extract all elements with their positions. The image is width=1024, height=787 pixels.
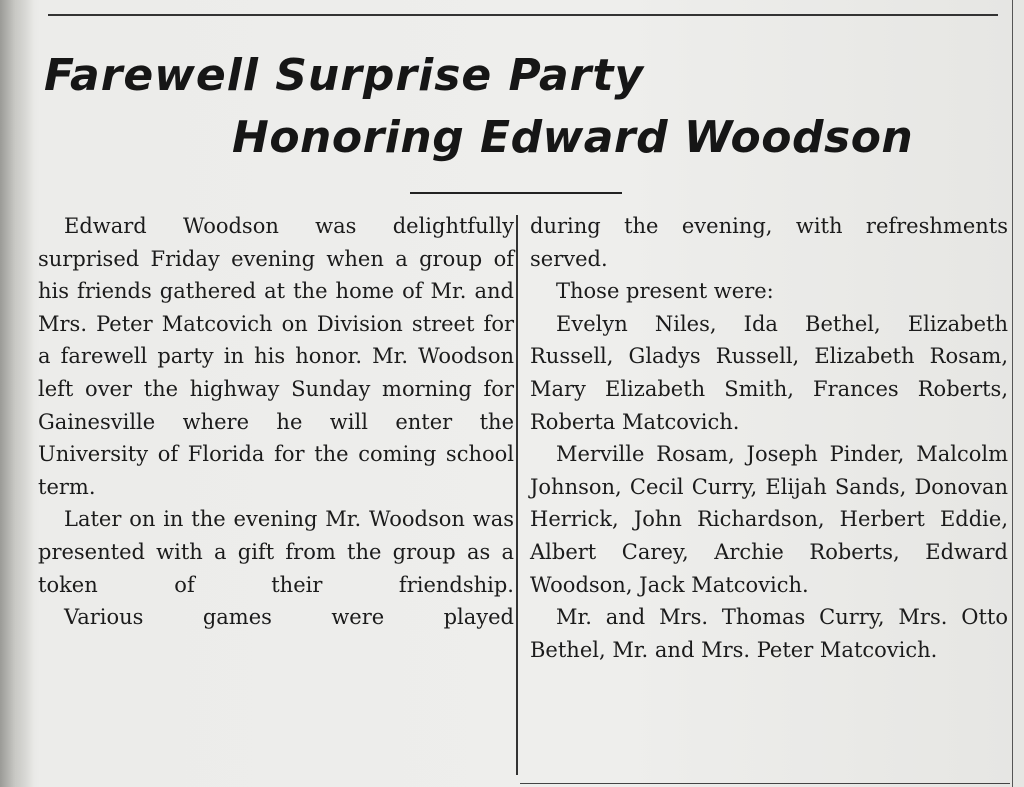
article-paragraph: Later on in the evening Mr. Woodson was presented with a gift from the group as a token of their friendship. — [38, 507, 514, 597]
article-paragraph: during the evening, with refreshments served. — [530, 214, 1008, 271]
bottom-rule — [520, 783, 1010, 784]
headline-line-1: Farewell Surprise Party — [44, 50, 645, 101]
top-rule — [48, 14, 998, 16]
attendees-list-girls: Evelyn Niles, Ida Bethel, Elizabeth Russell, Gladys Russell, Elizabeth Rosam, Mary Elizabeth Smith, Frances Roberts, Roberta Matcovich. — [530, 311, 1008, 434]
article-paragraph: Various games were played — [64, 605, 514, 630]
attendees-heading: Those present were: — [556, 279, 774, 304]
headline-line-2: Honoring Edward Woodson — [232, 112, 914, 163]
attendees-list-adults: Mr. and Mrs. Thomas Curry, Mrs. Otto Bethel, Mr. and Mrs. Peter Matcovich. — [530, 605, 1008, 662]
column-divider — [516, 215, 518, 775]
headline-rule — [410, 192, 622, 194]
page-edge-shadow — [0, 0, 34, 787]
right-column — [530, 210, 1008, 666]
right-rule — [1012, 0, 1013, 787]
left-column — [38, 210, 514, 634]
attendees-list-boys: Merville Rosam, Joseph Pinder, Malcolm Johnson, Cecil Curry, Elijah Sands, Donovan Herrick, John Richardson, Herbert Eddie, Albert Carey, Archie Roberts, Edward Woodson, Jack Matcovich. — [530, 442, 1008, 597]
article-paragraph: Edward Woodson was delightfully surprised Friday evening when a group of his friends gathered at the home of Mr. and Mrs. Peter Matcovich on Division street for a farewell party in his honor. Mr. Woodson left over the highway Sunday morning for Gainesville where he will enter the University of Florida for the coming school term. — [38, 214, 514, 499]
